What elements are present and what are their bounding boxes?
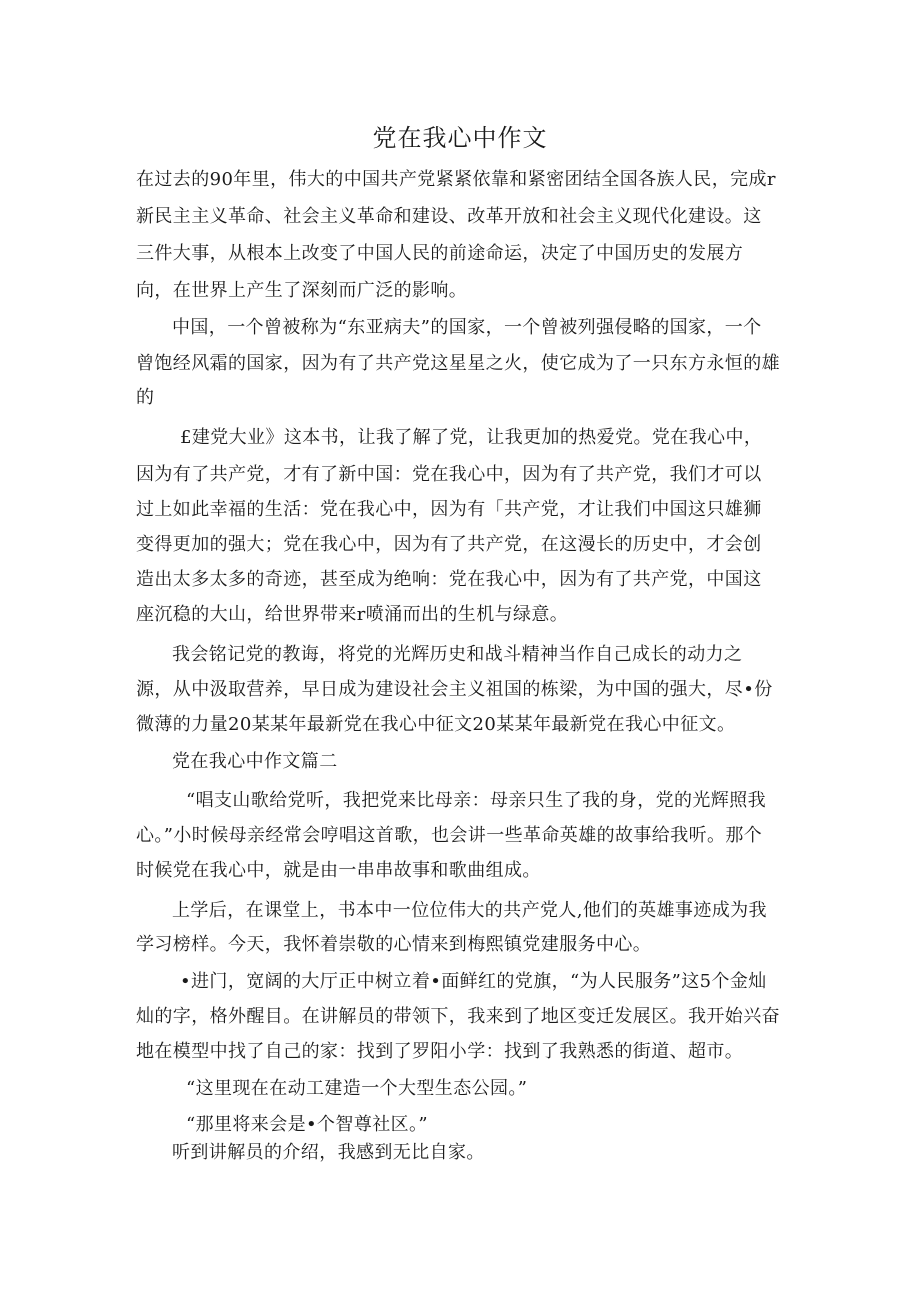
- text-line: 曾饱经风霜的国家，因为有了共产党这星星之火，使它成为了一只东方永恒的雄: [136, 353, 780, 374]
- text-line: 灿的字，格外醒目。在讲解员的带领下，我来到了地区变迁发展区。我开始兴奋: [136, 1006, 780, 1027]
- text-line: 听到讲解员的介绍，我感到无比自家。: [172, 1142, 485, 1163]
- text-line: 时候党在我心中，就是由一串串故事和歌曲组成。: [136, 860, 541, 881]
- text-line: 三件大事，从根本上改变了中国人民的前途命运，决定了中国历史的发展方: [136, 243, 744, 264]
- quote-line: “那里将来会是•个智尊社区。”: [186, 1114, 429, 1135]
- text-line: 座沉稳的大山，给世界带来r喷涌而出的生机与绿意。: [136, 604, 569, 625]
- text-line: •进门，宽阔的大厅正中树立着•面鲜红的党旗，“为人民服务”这5个金灿: [180, 971, 767, 992]
- text-line: 向，在世界上产生了深刻而广泛的影响。: [136, 280, 468, 301]
- text-line: 的: [136, 387, 155, 408]
- text-line: 地在模型中找了自己的家：找到了罗阳小学：找到了我熟悉的街道、超市。: [136, 1041, 744, 1062]
- text-line: 源，从中汲取营养，早日成为建设社会主义祖国的栋梁，为中国的强大，尽•份: [136, 679, 773, 700]
- text-line: 新民主主义革命、社会主义革命和建设、改革开放和社会主义现代化建设。这: [136, 206, 762, 227]
- text-line: 微薄的力量20某某年最新党在我心中征文20某某年最新党在我心中征文。: [136, 714, 736, 735]
- text-line: 过上如此幸福的生活：党在我心中，因为有「共产党，才让我们中国这只雄狮: [136, 499, 762, 520]
- quote-line: “这里现在在动工建造一个大型生态公园。”: [186, 1078, 528, 1099]
- document-title: 党在我心中作文: [372, 124, 548, 152]
- text-line: 造出太多太多的奇迹，甚至成为绝响：党在我心中，因为有了共产党，中国这: [136, 569, 762, 590]
- text-line: 变得更加的强大；党在我心中，因为有了共产党，在这漫长的历史中，才会创: [136, 534, 762, 555]
- section-heading: 党在我心中作文篇二: [172, 751, 338, 772]
- text-line: 中国，一个曾被称为“东亚病夫”的国家，一个曾被列强侵略的国家，一个: [172, 317, 762, 338]
- text-line: 因为有了共产党，才有了新中国：党在我心中，因为有了共产党，我们才可以: [136, 464, 762, 485]
- text-line: £建党大业》这本书，让我了解了党，让我更加的热爱党。党在我心中，: [180, 427, 763, 448]
- text-line: 在过去的90年里，伟大的中国共产党紧紧依靠和紧密团结全国各族人民，完成r: [136, 169, 776, 190]
- text-line: 心。”小时候母亲经常会哼唱这首歌，也会讲一些革命英雄的故事给我听。那个: [136, 825, 763, 846]
- text-line: 学习榜样。今天，我怀着崇敬的心情来到梅熙镇党建服务中心。: [136, 934, 652, 955]
- text-line: “唱支山歌给党听，我把党来比母亲：母亲只生了我的身，党的光辉照我: [186, 790, 766, 811]
- text-line: 上学后，在课堂上，书本中一位位伟大的共产党人,他们的英雄事迹成为我: [172, 900, 767, 921]
- text-line: 我会铭记党的教诲，将党的光辉历史和战斗精神当作自己成长的动力之: [172, 644, 743, 665]
